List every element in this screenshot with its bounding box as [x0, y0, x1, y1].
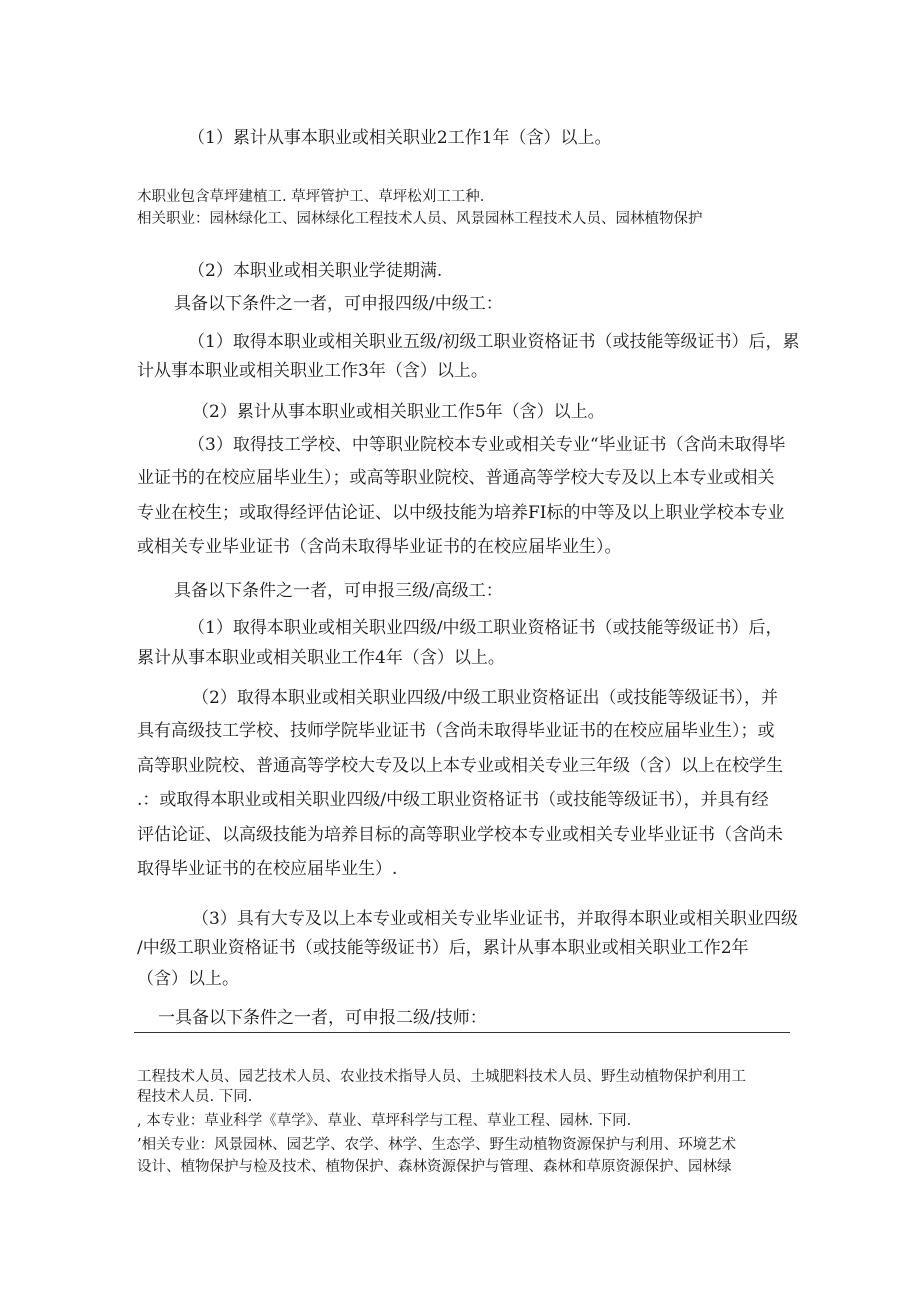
condition-three-2-line3: 高等职业院校、普通高等学校大专及以上本专业或相关专业三年级（含）以上在校学生 — [137, 756, 783, 776]
footnote-related-line1: 工程技术人员、园艺技术人员、农业技术指导人员、土城肥料技术人员、野生动植物保护利用工 — [137, 1069, 746, 1085]
condition-four-2: （2）累计从事本职业或相关职业工作5年（含）以上。 — [192, 402, 605, 422]
footnote-related-occupations: 相关职业：园林绿化工、园林绿化工程技术人员、风景园林工程技术人员、园林植物保护 — [137, 211, 703, 227]
condition-three-3-line3: （含）以上。 — [137, 969, 239, 989]
condition-four-3-line4: 或相关专业毕业证书（含尚未取得毕业证书的在校应届毕业生）。 — [137, 537, 622, 557]
condition-three-1-line1: （1）取得本职业或相关职业四级/中级工职业资格证书（或技能等级证书）后， — [188, 618, 783, 638]
footnote-major: , 本专业：草业科学《草学》、草业、草坪科学与工程、草业工程、园林. 下同. — [137, 1113, 632, 1129]
condition-three-3-line2: /中级工职业资格证书（或技能等级证书）后，累计从事本职业或相关职业工作2年 — [137, 938, 749, 958]
heading-level-three: 具备以下条件之一者，可申报三级/高级工： — [174, 581, 503, 601]
condition-three-2-line4: .：或取得本职业或相关职业四级/中级工职业资格证书（或技能等级证书），并具有经 — [137, 790, 769, 810]
footnote-related-major-line1: ’相关专业：风景园林、园艺学、农学、林学、生态学、野生动植物资源保护与利用、环境艺术 — [137, 1137, 737, 1153]
footnote-divider — [134, 1032, 790, 1033]
condition-three-3-line1: （3）具有大专及以上本专业或相关专业毕业证书，并取得本职业或相关职业四级 — [192, 909, 798, 929]
condition-four-3-line1: （3）取得技工学校、中等职业院校本专业或相关专业“毕业证书（含尚未取得毕 — [188, 435, 786, 455]
condition-three-2-line5: 评估论证、以高级技能为培养目标的高等职业学校本专业或相关专业毕业证书（含尚未 — [137, 825, 783, 845]
condition-three-1-line2: 累计从事本职业或相关职业工作4年（含）以上。 — [137, 648, 505, 668]
footnote-related-major-line2: 设计、植物保护与检及技术、植物保护、森林资源保护与管理、森林和草原资源保护、园林绿 — [137, 1159, 732, 1175]
heading-level-four: 具备以下条件之一者，可申报四级/中级工： — [174, 294, 503, 314]
condition-four-1-line1: （1）取得本职业或相关职业五级/初级工职业资格证书（或技能等级证书）后，累 — [188, 332, 800, 352]
condition-three-2-line1: （2）取得本职业或相关职业四级/中级工职业资格证出（或技能等级证书），并 — [192, 688, 779, 708]
footnote-occupation-scope: 木职业包含草坪建植工. 草坪管护工、草坪松刈工工种. — [137, 189, 485, 205]
condition-three-2-line6: 取得毕业证书的在校应届毕业生）. — [137, 859, 398, 879]
condition-five-2: （2）本职业或相关职业学徒期满. — [188, 261, 443, 281]
heading-level-two: 一具备以下条件之一者，可申报二级/技师： — [158, 1008, 487, 1028]
condition-four-3-line3: 专业在校生；或取得经评估论证、以中级技能为培养FI标的中等及以上职业学校本专业 — [137, 503, 785, 523]
footnote-related-line2: 程技术人员. 下同. — [137, 1089, 253, 1105]
condition-three-2-line2: 具有高级技工学校、技师学院毕业证书（含尚未取得毕业证书的在校应届毕业生）；或 — [137, 721, 775, 741]
condition-four-1-line2: 计从事本职业或相关职业工作3年（含）以上。 — [137, 361, 488, 381]
condition-five-1: （1）累计从事本职业或相关职业2工作1年（含）以上。 — [188, 128, 612, 148]
condition-four-3-line2: 业证书的在校应届毕业生）；或高等职业院校、普通高等学校大专及以上本专业或相关 — [137, 468, 775, 488]
